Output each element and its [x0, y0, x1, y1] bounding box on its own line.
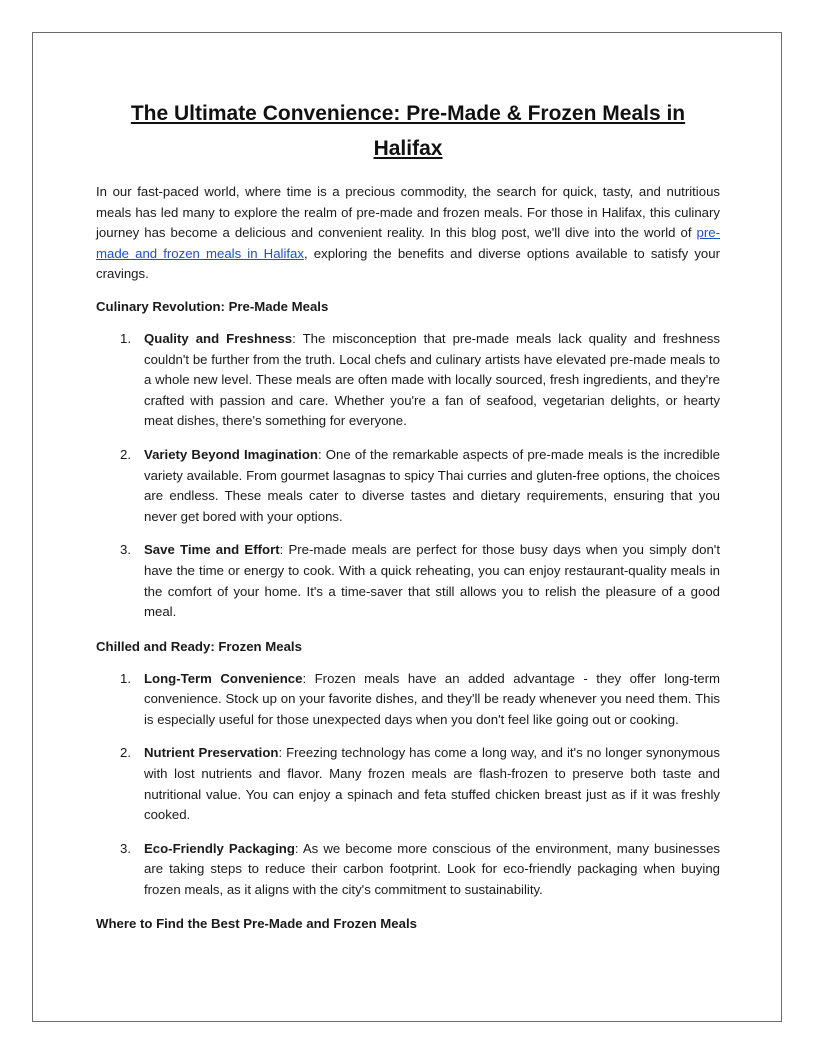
- list-number: 1.: [120, 670, 131, 686]
- intro-text-after: , exploring the benefits and diverse options available to satisfy your cravings.: [96, 245, 720, 282]
- list-term: Nutrient Preservation: [144, 745, 279, 761]
- list-item: [96, 743, 720, 825]
- list-term: Save Time and Effort: [144, 542, 280, 558]
- document-body: [96, 96, 720, 946]
- list-text: : The misconception that pre-made meals lack quality and freshness couldn't be further from the truth. Local chefs and culinary artists have elevated pre-made meals to a whole new level. These meals are often made with locally sourced, fresh ingredients, and they're crafted with passion and care. Whether you're a fan of seafood, vegetarian delights, or hearty meat dishes, there's something for everyone.: [144, 330, 720, 429]
- list-item: [96, 540, 720, 622]
- section-heading-frozen: Chilled and Ready: Frozen Meals: [96, 638, 302, 654]
- list-item: [96, 329, 720, 432]
- halifax-meals-link[interactable]: pre-made and frozen meals in Halifax: [96, 225, 720, 261]
- list-number: 2.: [120, 745, 131, 761]
- list-text: : Frozen meals have an added advantage - they offer long-term convenience. Stock up on your favorite dishes, and they'll be ready whenever you need them. This is especially useful for those unexpected days when you don't feel like going out or cooking.: [144, 670, 720, 727]
- list-number: 2.: [120, 446, 131, 462]
- section-heading-where-to-find: Where to Find the Best Pre-Made and Frozen Meals: [96, 915, 417, 931]
- intro-paragraph: [96, 182, 720, 285]
- list-item: [96, 669, 720, 731]
- frozen-list: [96, 669, 720, 901]
- pre-made-list: [96, 329, 720, 623]
- list-term: Variety Beyond Imagination: [144, 446, 318, 462]
- list-item: [96, 445, 720, 527]
- list-term: Long-Term Convenience: [144, 670, 303, 686]
- section-heading-pre-made: Culinary Revolution: Pre-Made Meals: [96, 298, 329, 314]
- list-term: Eco-Friendly Packaging: [144, 840, 295, 856]
- list-text: : Freezing technology has come a long way, and it's no longer synonymous with lost nutrients and flavor. Many frozen meals are flash-frozen to preserve both taste and nutritional value. You can enjoy a spinach and feta stuffed chicken breast just as if it was freshly cooked.: [144, 745, 720, 823]
- list-number: 3.: [120, 542, 131, 558]
- page-title: The Ultimate Convenience: Pre-Made & Frozen Meals in Halifax: [130, 102, 686, 160]
- list-number: 1.: [120, 330, 131, 346]
- list-number: 3.: [120, 840, 131, 856]
- list-term: Quality and Freshness: [144, 330, 293, 346]
- list-text: : Pre-made meals are perfect for those busy days when you simply don't have the time or energy to cook. With a quick reheating, you can enjoy restaurant-quality meals in the comfort of your home. It's a time-saver that still allows you to relish the pleasure of a good meal.: [144, 542, 720, 620]
- list-text: : As we become more conscious of the environment, many businesses are taking steps to reduce their carbon footprint. Look for eco-friendly packaging when buying frozen meals, as it aligns with the city's commitment to sustainability.: [144, 840, 720, 898]
- list-item: [96, 839, 720, 901]
- list-text: : One of the remarkable aspects of pre-made meals is the incredible variety available. From gourmet lasagnas to spicy Thai curries and gluten-free options, the choices are endless. These meals cater to diverse tastes and dietary requirements, ensuring that you never get bored with your options.: [144, 446, 720, 524]
- intro-text-before: In our fast-paced world, where time is a precious commodity, the search for quick, tasty, and nutritious meals has led many to explore the realm of pre-made and frozen meals. For those in Halifax, this culinary journey has become a delicious and convenient reality. In this blog post, we'll dive into the world of: [96, 184, 720, 241]
